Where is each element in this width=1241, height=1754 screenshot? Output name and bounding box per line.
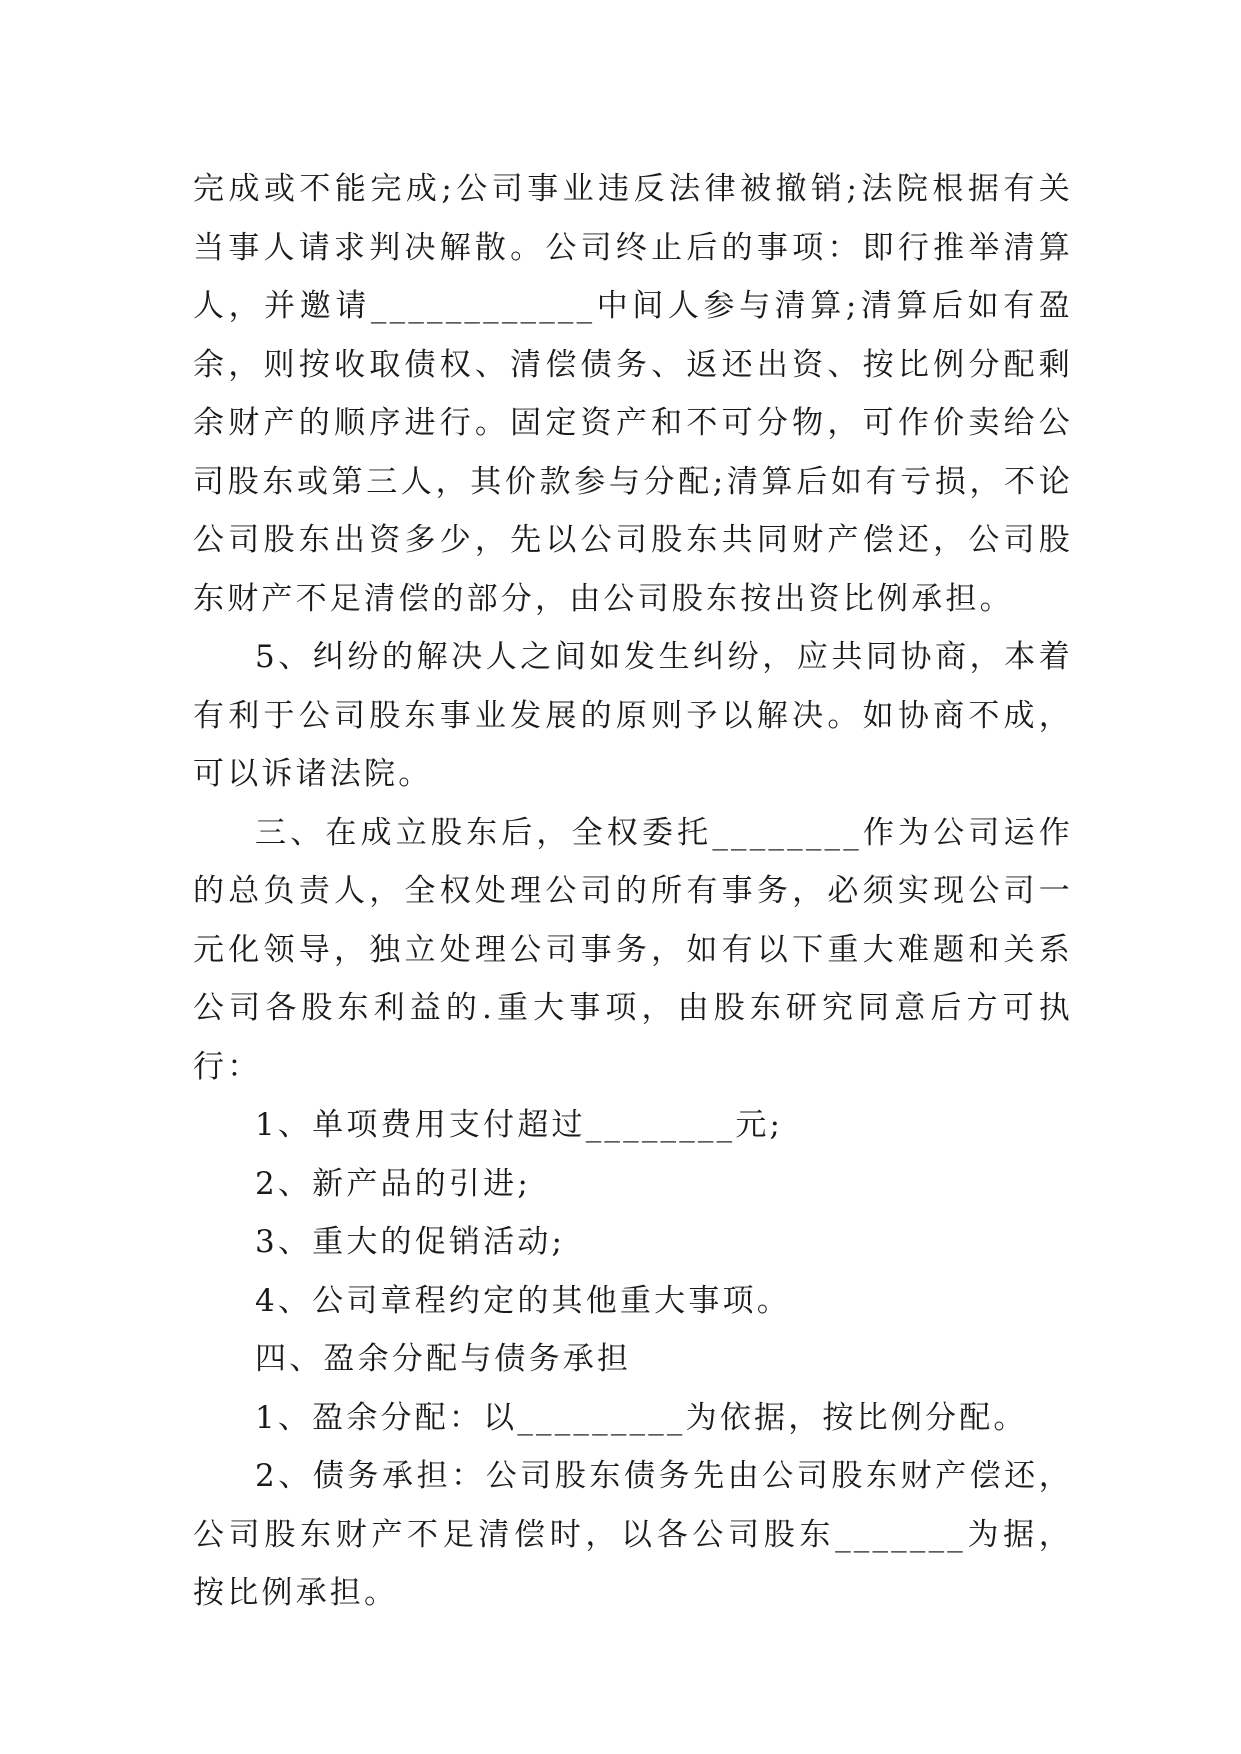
section-heading-profit-debt: 四、盈余分配与债务承担 <box>255 1341 632 1377</box>
paragraph-debt-bearing: 2、债务承担：公司股东债务先由公司股东财产偿还，公司股东财产不足清偿时，以各公司股东_______为据，按比例承担。 <box>193 1458 1073 1611</box>
document-body <box>193 160 1073 1623</box>
list-item-other-matters: 4、公司章程约定的其他重大事项。 <box>255 1282 791 1319</box>
list-item-profit-distribution: 1、盈余分配：以_________为依据，按比例分配。 <box>255 1399 1028 1436</box>
paragraph-dissolution-liquidation: 完成或不能完成;公司事业违反法律被撤销;法院根据有关当事人请求判决解散。公司终止后的事项：即行推举清算人，并邀请____________中间人参与清算;清算后如有盈余，则按收取债权、清偿债务、返还出资、按比例分配剩余财产的顺序进行。固定资产和不可分物，可作价卖给公司股东或第三人，其价款参与分配;清算后如有亏损，不论公司股东出资多少，先以公司股东共同财产偿还，公司股东财产不足清偿的部分，由公司股东按出资比例承担。 <box>193 171 1073 617</box>
paragraph-authorization: 三、在成立股东后，全权委托________作为公司运作的总负责人，全权处理公司的所有事务，必须实现公司一元化领导，独立处理公司事务，如有以下重大难题和关系公司各股东利益的.重大事项，由股东研究同意后方可执行： <box>193 814 1073 1085</box>
list-item-new-products: 2、新产品的引进; <box>255 1165 531 1202</box>
list-item-expense-limit: 1、单项费用支付超过________元; <box>255 1107 784 1143</box>
paragraph-dispute-resolution: 5、纠纷的解决人之间如发生纠纷，应共同协商，本着有利于公司股东事业发展的原则予以解决。如协商不成，可以诉诸法院。 <box>193 639 1073 792</box>
list-item-promotions: 3、重大的促销活动; <box>255 1224 566 1260</box>
